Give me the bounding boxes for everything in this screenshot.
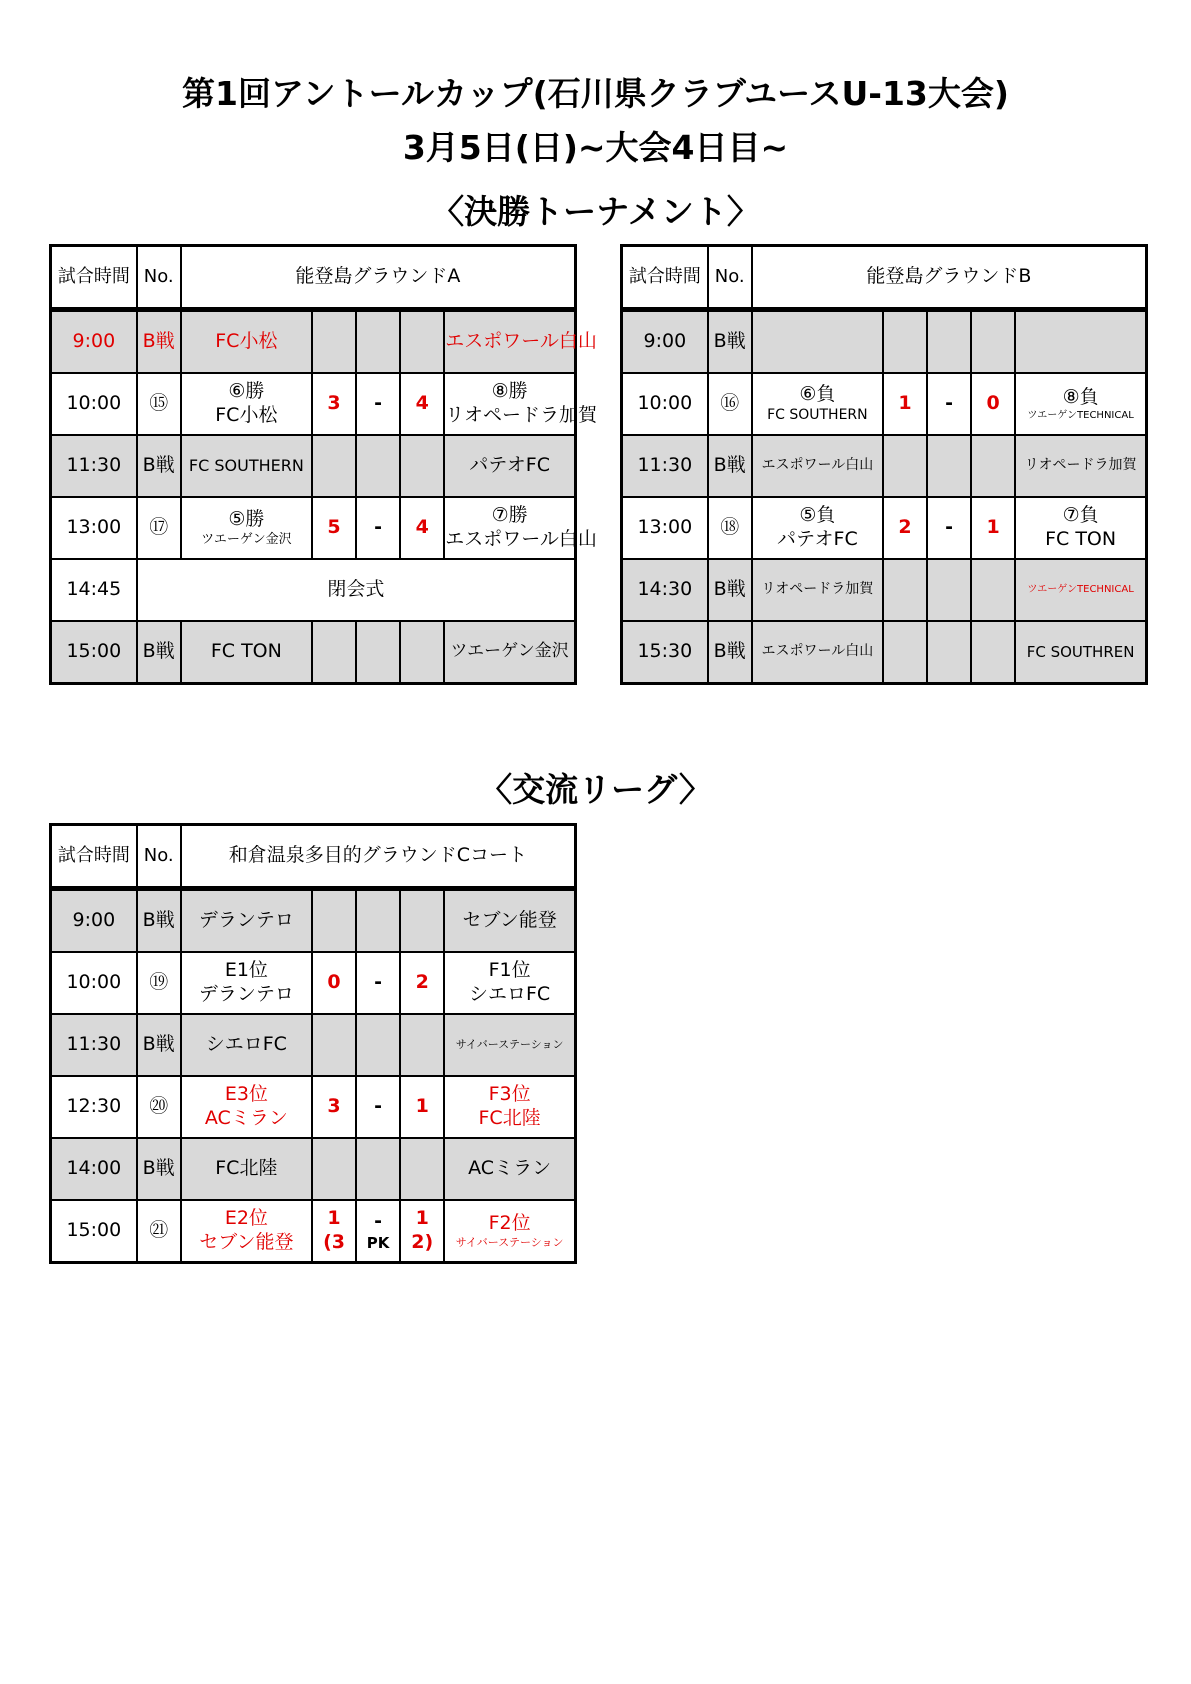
- ground-name: 和倉温泉多目的グラウンドCコート: [181, 825, 576, 889]
- away-score: 4: [400, 497, 444, 559]
- home-team: FC SOUTHERN: [181, 435, 312, 497]
- away-seed: F1位: [488, 959, 531, 982]
- away-score: [400, 310, 444, 374]
- home-team: [752, 310, 883, 374]
- away-score: [971, 310, 1015, 374]
- home-score: 2: [883, 497, 927, 559]
- section-title-league: 〈交流リーグ〉: [479, 770, 712, 809]
- away-team: [444, 1076, 575, 1138]
- closing-ceremony: 閉会式: [137, 559, 576, 621]
- away-team-name: FC TON: [1045, 528, 1117, 550]
- away-team-name: サイバーステーション: [455, 1236, 564, 1249]
- match-time: 12:30: [51, 1076, 137, 1138]
- home-score: [312, 1138, 356, 1200]
- table-header: [622, 246, 1147, 310]
- away-seed: ⑦負: [1062, 504, 1099, 527]
- away-team-name: FC北陸: [478, 1107, 541, 1129]
- home-score: [312, 1200, 356, 1263]
- away-team: リオペードラ加賀: [1015, 435, 1146, 497]
- away-team: ツエーゲンTECHNICAL: [1015, 559, 1146, 621]
- home-team-name: パテオFC: [776, 528, 858, 550]
- home-score: [312, 621, 356, 684]
- match-no: B戦: [137, 310, 181, 374]
- match-no: B戦: [708, 435, 752, 497]
- score-dash: [356, 1138, 400, 1200]
- score-dash: -: [927, 373, 971, 435]
- home-team: [752, 497, 883, 559]
- score-dash: [927, 621, 971, 684]
- home-score: [312, 310, 356, 374]
- table-row: [51, 952, 576, 1014]
- away-pk-score: 2): [411, 1231, 434, 1253]
- match-time: 15:00: [51, 621, 137, 684]
- match-time: 11:30: [51, 435, 137, 497]
- home-team: FC小松: [181, 310, 312, 374]
- match-no: ⑱: [708, 497, 752, 559]
- table-row: [51, 435, 576, 497]
- match-time: 9:00: [51, 310, 137, 374]
- col-header-time: 試合時間: [51, 825, 137, 889]
- table-row: [51, 1014, 576, 1076]
- away-team: ACミラン: [444, 1138, 575, 1200]
- home-seed: E2位: [224, 1207, 268, 1230]
- match-time: 9:00: [622, 310, 708, 374]
- col-header-no: No.: [137, 246, 181, 310]
- away-team: FC SOUTHREN: [1015, 621, 1146, 684]
- home-score: 5: [312, 497, 356, 559]
- home-team-name: ツエーゲン金沢: [201, 531, 292, 547]
- away-score: [971, 621, 1015, 684]
- table-row: [51, 621, 576, 684]
- away-team: サイバーステーション: [444, 1014, 575, 1076]
- table-row: [51, 1138, 576, 1200]
- match-time: 9:00: [51, 889, 137, 953]
- home-team-name: FC小松: [215, 404, 278, 426]
- match-no: B戦: [137, 621, 181, 684]
- home-team: シエロFC: [181, 1014, 312, 1076]
- score-dash: [356, 889, 400, 953]
- home-seed: E3位: [224, 1083, 268, 1106]
- match-time: 11:30: [51, 1014, 137, 1076]
- away-team: エスポワール白山: [444, 310, 575, 374]
- table-header: [51, 246, 576, 310]
- match-time: 14:00: [51, 1138, 137, 1200]
- page-subtitle: 3月5日(日)~大会4日目~: [402, 128, 789, 167]
- home-seed: E1位: [224, 959, 268, 982]
- match-time: 15:30: [622, 621, 708, 684]
- score-dash: [927, 559, 971, 621]
- away-score: [400, 1200, 444, 1263]
- table-row: [51, 1076, 576, 1138]
- table-header: [51, 825, 576, 889]
- away-seed: F3位: [488, 1083, 531, 1106]
- away-team: [444, 1200, 575, 1263]
- score-dash: [356, 435, 400, 497]
- schedule-table-ground-c: [49, 823, 577, 1264]
- away-score: 1: [400, 1076, 444, 1138]
- away-seed: F2位: [488, 1212, 531, 1235]
- table-row: [51, 497, 576, 559]
- home-score: [883, 310, 927, 374]
- score-dash: -: [927, 497, 971, 559]
- table-row: [51, 310, 576, 374]
- match-time: 11:30: [622, 435, 708, 497]
- home-team: リオペードラ加賀: [752, 559, 883, 621]
- home-seed: ⑥負: [799, 383, 836, 406]
- away-score: [971, 559, 1015, 621]
- home-team: FC TON: [181, 621, 312, 684]
- home-pk-score: (3: [323, 1231, 345, 1253]
- away-score: [971, 435, 1015, 497]
- match-time: 15:00: [51, 1200, 137, 1263]
- col-header-no: No.: [137, 825, 181, 889]
- home-team: デランテロ: [181, 889, 312, 953]
- home-score: 0: [312, 952, 356, 1014]
- home-score: [883, 435, 927, 497]
- home-team-name: デランテロ: [198, 983, 294, 1005]
- home-team: [181, 373, 312, 435]
- away-team-name: エスポワール白山: [445, 528, 597, 550]
- home-team: [181, 1076, 312, 1138]
- away-team: パテオFC: [444, 435, 575, 497]
- away-score: [400, 889, 444, 953]
- away-score: [400, 1138, 444, 1200]
- score-dash: [356, 1014, 400, 1076]
- home-score-value: 1: [327, 1207, 341, 1230]
- ground-name: 能登島グラウンドA: [181, 246, 576, 310]
- table-row: [51, 889, 576, 953]
- dash: -: [374, 1209, 383, 1232]
- away-team: [1015, 373, 1146, 435]
- score-dash: -: [356, 497, 400, 559]
- score-dash: -: [356, 952, 400, 1014]
- match-no: B戦: [137, 435, 181, 497]
- schedule-table-ground-a: [49, 244, 598, 685]
- score-dash: [927, 435, 971, 497]
- page-title: 第1回アントールカップ(石川県クラブユースU-13大会): [182, 74, 1009, 113]
- away-team: [444, 497, 597, 559]
- score-dash: [356, 621, 400, 684]
- away-team: ツエーゲン金沢: [444, 621, 575, 684]
- home-team-name: FC SOUTHERN: [767, 407, 868, 424]
- table-row: [51, 1200, 576, 1263]
- away-score-value: 1: [415, 1207, 429, 1230]
- score-dash: [356, 1200, 400, 1263]
- col-header-time: 試合時間: [622, 246, 708, 310]
- match-time: 13:00: [622, 497, 708, 559]
- table-row: [622, 435, 1147, 497]
- home-score: [883, 621, 927, 684]
- match-no: ⑰: [137, 497, 181, 559]
- match-time: 10:00: [51, 952, 137, 1014]
- table-row: [51, 373, 576, 435]
- match-time: 13:00: [51, 497, 137, 559]
- away-team: セブン能登: [444, 889, 575, 953]
- home-score: 3: [312, 373, 356, 435]
- away-team: [1015, 497, 1146, 559]
- match-no: ⑳: [137, 1076, 181, 1138]
- match-no: ⑮: [137, 373, 181, 435]
- ground-name: 能登島グラウンドB: [752, 246, 1147, 310]
- away-team: [444, 952, 575, 1014]
- home-score: 1: [883, 373, 927, 435]
- table-row: [622, 373, 1147, 435]
- home-team: [752, 373, 883, 435]
- home-seed: ⑤負: [799, 504, 836, 527]
- schedule-table-ground-b: [620, 244, 1148, 685]
- col-header-no: No.: [708, 246, 752, 310]
- home-score: [883, 559, 927, 621]
- home-team: エスポワール白山: [752, 435, 883, 497]
- table-row: [51, 559, 576, 621]
- away-score: [400, 621, 444, 684]
- away-score: 2: [400, 952, 444, 1014]
- home-team: FC北陸: [181, 1138, 312, 1200]
- away-score: 1: [971, 497, 1015, 559]
- home-score: [312, 889, 356, 953]
- away-seed: ⑧勝: [491, 380, 528, 403]
- home-team: [181, 952, 312, 1014]
- away-score: [400, 1014, 444, 1076]
- home-score: 3: [312, 1076, 356, 1138]
- score-dash: -: [356, 373, 400, 435]
- away-score: 4: [400, 373, 444, 435]
- match-no: B戦: [137, 889, 181, 953]
- home-team: [181, 1200, 312, 1263]
- col-header-time: 試合時間: [51, 246, 137, 310]
- away-score: [400, 435, 444, 497]
- table-row: [622, 497, 1147, 559]
- away-team: [444, 373, 598, 435]
- match-no: ⑯: [708, 373, 752, 435]
- away-team-name: リオペードラ加賀: [445, 404, 598, 426]
- match-time: 10:00: [622, 373, 708, 435]
- score-dash: [356, 310, 400, 374]
- match-no: B戦: [137, 1138, 181, 1200]
- home-team: [181, 497, 312, 559]
- away-seed: ⑧負: [1062, 385, 1099, 408]
- match-time: 10:00: [51, 373, 137, 435]
- match-no: ⑲: [137, 952, 181, 1014]
- home-seed: ⑥勝: [228, 380, 265, 403]
- match-no: ㉑: [137, 1200, 181, 1263]
- pk-label: PK: [366, 1233, 390, 1252]
- home-score: [312, 1014, 356, 1076]
- home-seed: ⑤勝: [228, 508, 265, 530]
- home-team-name: ACミラン: [204, 1107, 288, 1129]
- home-team-name: セブン能登: [199, 1231, 294, 1253]
- home-team: エスポワール白山: [752, 621, 883, 684]
- section-title-tournament: 〈決勝トーナメント〉: [431, 192, 760, 231]
- match-no: B戦: [708, 559, 752, 621]
- away-team-name: ツエーゲンTECHNICAL: [1027, 409, 1134, 421]
- away-team: [1015, 310, 1146, 374]
- score-dash: [927, 310, 971, 374]
- table-row: [622, 310, 1147, 374]
- table-row: [622, 559, 1147, 621]
- score-dash: -: [356, 1076, 400, 1138]
- away-seed: ⑦勝: [491, 504, 528, 527]
- match-no: B戦: [708, 621, 752, 684]
- home-score: [312, 435, 356, 497]
- match-no: B戦: [137, 1014, 181, 1076]
- match-time: 14:45: [51, 559, 137, 621]
- match-time: 14:30: [622, 559, 708, 621]
- match-no: B戦: [708, 310, 752, 374]
- away-team-name: シエロFC: [469, 983, 551, 1005]
- table-row: [622, 621, 1147, 684]
- away-score: 0: [971, 373, 1015, 435]
